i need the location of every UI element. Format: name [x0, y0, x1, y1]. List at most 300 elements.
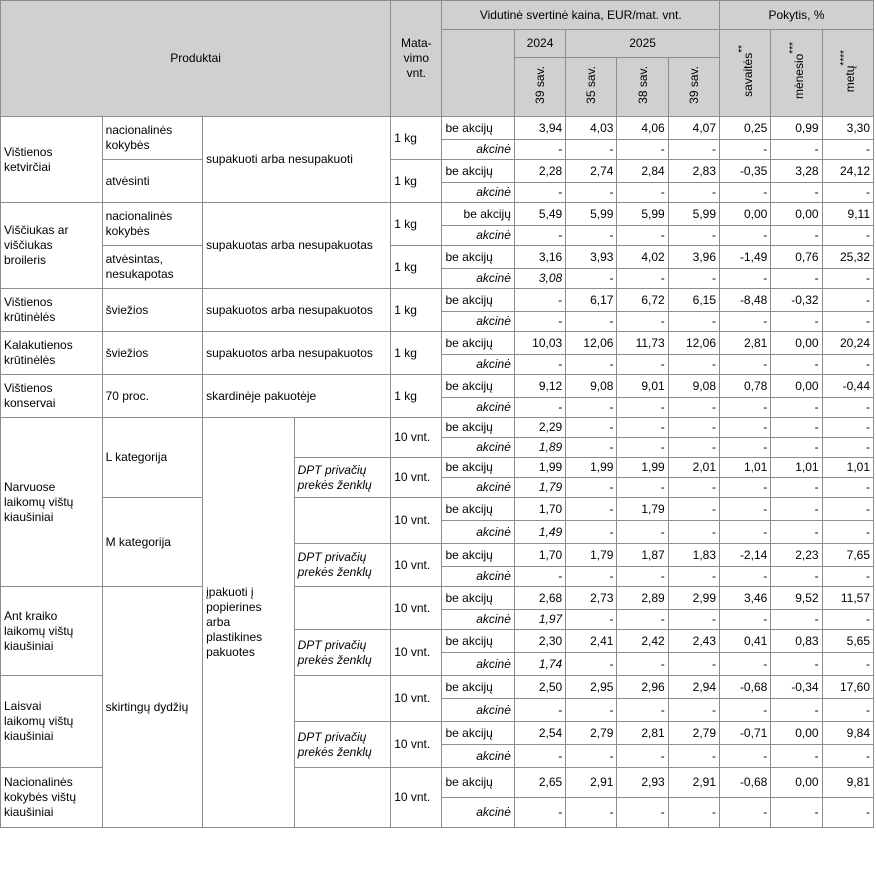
value-cell: -	[668, 567, 719, 587]
value-cell: -	[566, 567, 617, 587]
value-cell: -	[771, 745, 822, 768]
value-cell: -0,44	[822, 375, 873, 398]
header-week-2025-35: 35 sav.	[566, 58, 617, 117]
packaging-label: supakuotas arba nesupakuotas	[203, 203, 391, 289]
value-cell: -	[822, 699, 873, 722]
value-cell: -	[566, 745, 617, 768]
value-cell: -	[822, 418, 873, 438]
group-label: Vištienos ketvirčiai	[1, 117, 103, 203]
group-label: Laisvai laikomų vištų kiaušiniai	[1, 676, 103, 768]
price-type: be akcijų	[442, 375, 514, 398]
value-cell: -	[822, 521, 873, 544]
subgroup-label: nacionalinės kokybės	[102, 203, 203, 246]
value-cell: -	[771, 567, 822, 587]
value-cell: 4,02	[617, 246, 668, 269]
value-cell: 10,03	[514, 332, 565, 355]
brand-label-dpt: DPT privačių prekės ženklų	[294, 722, 391, 768]
packaging-label: supakuotos arba nesupakuotos	[203, 332, 391, 375]
value-cell: -	[822, 289, 873, 312]
value-cell: 5,99	[668, 203, 719, 226]
value-cell: -	[668, 478, 719, 498]
value-cell: -	[668, 521, 719, 544]
value-cell: 1,89	[514, 438, 565, 458]
brand-label	[294, 418, 391, 458]
unit-cell: 1 kg	[391, 160, 442, 203]
subgroup-label: M kategorija	[102, 498, 203, 587]
value-cell: 1,99	[514, 458, 565, 478]
price-type: akcinė	[442, 653, 514, 676]
value-cell: -	[771, 610, 822, 630]
value-cell: -0,68	[720, 676, 771, 699]
value-cell: -0,71	[720, 722, 771, 745]
price-type: akcinė	[442, 745, 514, 768]
subgroup-label: atvėsintas, nesukapotas	[102, 246, 203, 289]
value-cell: 1,79	[566, 544, 617, 567]
value-cell: -	[771, 498, 822, 521]
value-cell: -	[771, 355, 822, 375]
value-cell: 9,08	[668, 375, 719, 398]
value-cell: 2,91	[566, 768, 617, 798]
value-cell: -	[617, 226, 668, 246]
value-cell: -	[566, 521, 617, 544]
price-type: akcinė	[442, 438, 514, 458]
value-cell: -	[514, 567, 565, 587]
value-cell: -	[617, 438, 668, 458]
value-cell: 1,70	[514, 544, 565, 567]
value-cell: 12,06	[566, 332, 617, 355]
value-cell: 1,01	[771, 458, 822, 478]
header-change-year: metų****	[822, 30, 873, 117]
value-cell: 7,65	[822, 544, 873, 567]
value-cell: 2,94	[668, 676, 719, 699]
value-cell: 3,30	[822, 117, 873, 140]
value-cell: 2,95	[566, 676, 617, 699]
value-cell: 9,11	[822, 203, 873, 226]
value-cell: -	[566, 269, 617, 289]
value-cell: -0,34	[771, 676, 822, 699]
value-cell: -	[771, 226, 822, 246]
price-type: akcinė	[442, 312, 514, 332]
value-cell: 2,23	[771, 544, 822, 567]
value-cell: -	[514, 355, 565, 375]
value-cell: -	[822, 226, 873, 246]
value-cell: 2,30	[514, 630, 565, 653]
packaging-label: skardinėje pakuotėje	[203, 375, 391, 418]
value-cell: -	[822, 140, 873, 160]
value-cell: -	[822, 653, 873, 676]
value-cell: 6,17	[566, 289, 617, 312]
price-type: be akcijų	[442, 768, 514, 798]
value-cell: -	[822, 498, 873, 521]
value-cell: -	[617, 699, 668, 722]
value-cell: -	[668, 183, 719, 203]
value-cell: -	[720, 610, 771, 630]
value-cell: 25,32	[822, 246, 873, 269]
value-cell: 2,01	[668, 458, 719, 478]
value-cell: -	[668, 140, 719, 160]
value-cell: -	[771, 521, 822, 544]
value-cell: -2,14	[720, 544, 771, 567]
value-cell: 1,99	[617, 458, 668, 478]
price-type: akcinė	[442, 478, 514, 498]
brand-label-dpt: DPT privačių prekės ženklų	[294, 458, 391, 498]
value-cell: 2,68	[514, 587, 565, 610]
value-cell: -	[771, 140, 822, 160]
value-cell: 2,81	[720, 332, 771, 355]
group-label: Vištienos konservai	[1, 375, 103, 418]
value-cell: -	[771, 183, 822, 203]
header-week-2025-39: 39 sav.	[668, 58, 719, 117]
brand-label-dpt: DPT privačių prekės ženklų	[294, 544, 391, 587]
value-cell: -	[720, 312, 771, 332]
header-unit: Mata- vimo vnt.	[391, 1, 442, 117]
value-cell: -	[771, 653, 822, 676]
header-product: Produktai	[1, 1, 391, 117]
value-cell: 2,43	[668, 630, 719, 653]
value-cell: -	[514, 745, 565, 768]
value-cell: -	[771, 398, 822, 418]
unit-cell: 10 vnt.	[391, 722, 442, 768]
value-cell: 9,01	[617, 375, 668, 398]
header-avg-price: Vidutinė svertinė kaina, EUR/mat. vnt.	[442, 1, 720, 30]
price-type: be akcijų	[442, 587, 514, 610]
value-cell: 2,79	[668, 722, 719, 745]
value-cell: -	[771, 312, 822, 332]
value-cell: -	[771, 798, 822, 828]
unit-cell: 10 vnt.	[391, 544, 442, 587]
value-cell: -	[617, 183, 668, 203]
value-cell: 9,84	[822, 722, 873, 745]
value-cell: -	[617, 521, 668, 544]
value-cell: -	[566, 798, 617, 828]
value-cell: 5,65	[822, 630, 873, 653]
value-cell: 0,00	[771, 203, 822, 226]
price-type: akcinė	[442, 398, 514, 418]
value-cell: 1,79	[514, 478, 565, 498]
value-cell: 11,57	[822, 587, 873, 610]
subgroup-label: skirtingų dydžių	[102, 587, 203, 828]
value-cell: 2,41	[566, 630, 617, 653]
brand-label	[294, 768, 391, 828]
value-cell: -	[514, 183, 565, 203]
value-cell: -	[566, 699, 617, 722]
price-type: be akcijų	[442, 117, 514, 140]
value-cell: -	[822, 355, 873, 375]
value-cell: -	[720, 355, 771, 375]
value-cell: -	[617, 798, 668, 828]
price-type: akcinė	[442, 521, 514, 544]
price-type: be akcijų	[442, 418, 514, 438]
value-cell: 2,65	[514, 768, 565, 798]
unit-cell: 1 kg	[391, 375, 442, 418]
value-cell: -	[720, 438, 771, 458]
unit-cell: 1 kg	[391, 117, 442, 160]
unit-cell: 10 vnt.	[391, 458, 442, 498]
value-cell: -	[617, 745, 668, 768]
value-cell: -	[822, 610, 873, 630]
price-type: akcinė	[442, 699, 514, 722]
value-cell: 0,00	[771, 768, 822, 798]
value-cell: -	[617, 312, 668, 332]
packaging-label: supakuoti arba nesupakuoti	[203, 117, 391, 203]
subgroup-label: L kategorija	[102, 418, 203, 498]
value-cell: 1,01	[822, 458, 873, 478]
value-cell: 0,83	[771, 630, 822, 653]
value-cell: -	[720, 418, 771, 438]
value-cell: -	[668, 745, 719, 768]
value-cell: 1,79	[617, 498, 668, 521]
value-cell: -	[617, 610, 668, 630]
value-cell: 0,25	[720, 117, 771, 140]
header-change-month: mėnesio***	[771, 30, 822, 117]
value-cell: -	[668, 798, 719, 828]
value-cell: 9,81	[822, 768, 873, 798]
header-year-2025: 2025	[566, 30, 720, 58]
value-cell: 3,94	[514, 117, 565, 140]
value-cell: 3,28	[771, 160, 822, 183]
value-cell: -	[668, 226, 719, 246]
price-type: akcinė	[442, 269, 514, 289]
value-cell: -	[566, 183, 617, 203]
value-cell: 2,29	[514, 418, 565, 438]
value-cell: -	[720, 798, 771, 828]
unit-cell: 10 vnt.	[391, 676, 442, 722]
value-cell: 5,99	[617, 203, 668, 226]
value-cell: -	[668, 438, 719, 458]
value-cell: -0,35	[720, 160, 771, 183]
price-type: akcinė	[442, 798, 514, 828]
group-label: Ant kraiko laikomų vištų kiaušiniai	[1, 587, 103, 676]
price-type: be akcijų	[442, 332, 514, 355]
header-change-week: savaitės**	[720, 30, 771, 117]
value-cell: 2,84	[617, 160, 668, 183]
value-cell: -	[720, 478, 771, 498]
price-type: be akcijų	[442, 458, 514, 478]
value-cell: 0,00	[771, 332, 822, 355]
value-cell: -	[617, 140, 668, 160]
value-cell: -	[617, 653, 668, 676]
value-cell: -	[822, 745, 873, 768]
value-cell: 1,99	[566, 458, 617, 478]
brand-label	[294, 676, 391, 722]
value-cell: 2,74	[566, 160, 617, 183]
value-cell: -	[617, 418, 668, 438]
value-cell: 5,99	[566, 203, 617, 226]
value-cell: 9,52	[771, 587, 822, 610]
brand-label	[294, 498, 391, 544]
value-cell: -	[668, 355, 719, 375]
value-cell: 9,12	[514, 375, 565, 398]
value-cell: -	[668, 653, 719, 676]
unit-cell: 10 vnt.	[391, 418, 442, 458]
value-cell: 4,06	[617, 117, 668, 140]
value-cell: 3,46	[720, 587, 771, 610]
value-cell: -	[668, 610, 719, 630]
value-cell: 2,42	[617, 630, 668, 653]
value-cell: 1,87	[617, 544, 668, 567]
price-type: be akcijų	[442, 722, 514, 745]
unit-cell: 1 kg	[391, 289, 442, 332]
value-cell: -	[668, 418, 719, 438]
value-cell: -	[566, 438, 617, 458]
value-cell: -	[617, 478, 668, 498]
value-cell: -	[668, 269, 719, 289]
value-cell: -	[566, 610, 617, 630]
value-cell: -	[720, 398, 771, 418]
price-type: be akcijų	[442, 630, 514, 653]
value-cell: -	[514, 312, 565, 332]
price-type: akcinė	[442, 355, 514, 375]
group-label: Kalakutienos krūtinėlės	[1, 332, 103, 375]
value-cell: 2,50	[514, 676, 565, 699]
value-cell: -	[771, 699, 822, 722]
price-type: be akcijų	[442, 246, 514, 269]
value-cell: -	[566, 418, 617, 438]
group-label: Narvuose laikomų vištų kiaušiniai	[1, 418, 103, 587]
value-cell: 2,83	[668, 160, 719, 183]
price-type: akcinė	[442, 610, 514, 630]
value-cell: 3,16	[514, 246, 565, 269]
value-cell: -	[514, 398, 565, 418]
value-cell: -	[720, 699, 771, 722]
value-cell: -	[822, 398, 873, 418]
value-cell: 1,49	[514, 521, 565, 544]
value-cell: -	[720, 653, 771, 676]
value-cell: -0,68	[720, 768, 771, 798]
value-cell: -	[822, 269, 873, 289]
value-cell: 0,00	[720, 203, 771, 226]
value-cell: -	[720, 269, 771, 289]
price-type: be akcijų	[442, 289, 514, 312]
value-cell: 0,99	[771, 117, 822, 140]
value-cell: -	[566, 653, 617, 676]
value-cell: 0,00	[771, 375, 822, 398]
unit-cell: 10 vnt.	[391, 768, 442, 828]
header-blank	[442, 30, 514, 117]
price-type: be akcijų	[442, 203, 514, 226]
value-cell: -	[668, 498, 719, 521]
group-label: Nacionalinės kokybės vištų kiaušiniai	[1, 768, 103, 828]
value-cell: -	[720, 521, 771, 544]
price-type: akcinė	[442, 183, 514, 203]
price-type: be akcijų	[442, 160, 514, 183]
value-cell: -	[720, 567, 771, 587]
brand-label	[294, 587, 391, 630]
value-cell: -	[822, 183, 873, 203]
value-cell: -	[720, 498, 771, 521]
value-cell: 2,54	[514, 722, 565, 745]
value-cell: -	[566, 498, 617, 521]
value-cell: -	[771, 418, 822, 438]
unit-cell: 1 kg	[391, 332, 442, 375]
value-cell: -8,48	[720, 289, 771, 312]
header-week-2025-38: 38 sav.	[617, 58, 668, 117]
value-cell: -	[720, 140, 771, 160]
packaging-label: įpakuoti į popierines arba plastikines pakuotes	[203, 418, 295, 828]
value-cell: -	[822, 478, 873, 498]
value-cell: -	[566, 226, 617, 246]
value-cell: 20,24	[822, 332, 873, 355]
value-cell: 2,91	[668, 768, 719, 798]
price-type: be akcijų	[442, 498, 514, 521]
value-cell: -	[617, 355, 668, 375]
value-cell: -	[822, 798, 873, 828]
value-cell: -	[617, 269, 668, 289]
value-cell: -	[566, 478, 617, 498]
value-cell: -	[566, 140, 617, 160]
header-year-2024: 2024	[514, 30, 565, 58]
packaging-label: supakuotos arba nesupakuotos	[203, 289, 391, 332]
value-cell: 4,07	[668, 117, 719, 140]
price-type: akcinė	[442, 567, 514, 587]
value-cell: 6,72	[617, 289, 668, 312]
unit-cell: 1 kg	[391, 203, 442, 246]
value-cell: 1,97	[514, 610, 565, 630]
value-cell: -	[514, 699, 565, 722]
value-cell: 2,28	[514, 160, 565, 183]
unit-cell: 10 vnt.	[391, 587, 442, 630]
price-type: akcinė	[442, 226, 514, 246]
value-cell: 5,49	[514, 203, 565, 226]
value-cell: -	[720, 745, 771, 768]
subgroup-label: nacionalinės kokybės	[102, 117, 203, 160]
value-cell: 1,83	[668, 544, 719, 567]
value-cell: -	[566, 355, 617, 375]
value-cell: 1,74	[514, 653, 565, 676]
unit-cell: 10 vnt.	[391, 630, 442, 676]
value-cell: 12,06	[668, 332, 719, 355]
value-cell: 3,93	[566, 246, 617, 269]
subgroup-label: 70 proc.	[102, 375, 203, 418]
value-cell: 24,12	[822, 160, 873, 183]
value-cell: 2,79	[566, 722, 617, 745]
value-cell: -0,32	[771, 289, 822, 312]
subgroup-label: šviežios	[102, 289, 203, 332]
value-cell: 2,89	[617, 587, 668, 610]
header-change: Pokytis, %	[720, 1, 874, 30]
subgroup-label: šviežios	[102, 332, 203, 375]
value-cell: -	[514, 226, 565, 246]
price-type: be akcijų	[442, 676, 514, 699]
value-cell: 11,73	[617, 332, 668, 355]
value-cell: 0,78	[720, 375, 771, 398]
value-cell: 0,76	[771, 246, 822, 269]
value-cell: 1,70	[514, 498, 565, 521]
value-cell: -	[668, 398, 719, 418]
value-cell: 2,96	[617, 676, 668, 699]
value-cell: 1,01	[720, 458, 771, 478]
brand-label-dpt: DPT privačių prekės ženklų	[294, 630, 391, 676]
value-cell: -	[771, 438, 822, 458]
value-cell: -	[566, 312, 617, 332]
value-cell: 17,60	[822, 676, 873, 699]
group-label: Vištienos krūtinėlės	[1, 289, 103, 332]
price-type: be akcijų	[442, 544, 514, 567]
value-cell: -1,49	[720, 246, 771, 269]
value-cell: -	[514, 140, 565, 160]
value-cell: 4,03	[566, 117, 617, 140]
value-cell: -	[771, 269, 822, 289]
value-cell: 0,41	[720, 630, 771, 653]
header-week-2024-39: 39 sav.	[514, 58, 565, 117]
value-cell: -	[720, 183, 771, 203]
subgroup-label: atvėsinti	[102, 160, 203, 203]
value-cell: 2,93	[617, 768, 668, 798]
price-type: akcinė	[442, 140, 514, 160]
value-cell: -	[514, 289, 565, 312]
value-cell: 6,15	[668, 289, 719, 312]
value-cell: -	[617, 398, 668, 418]
